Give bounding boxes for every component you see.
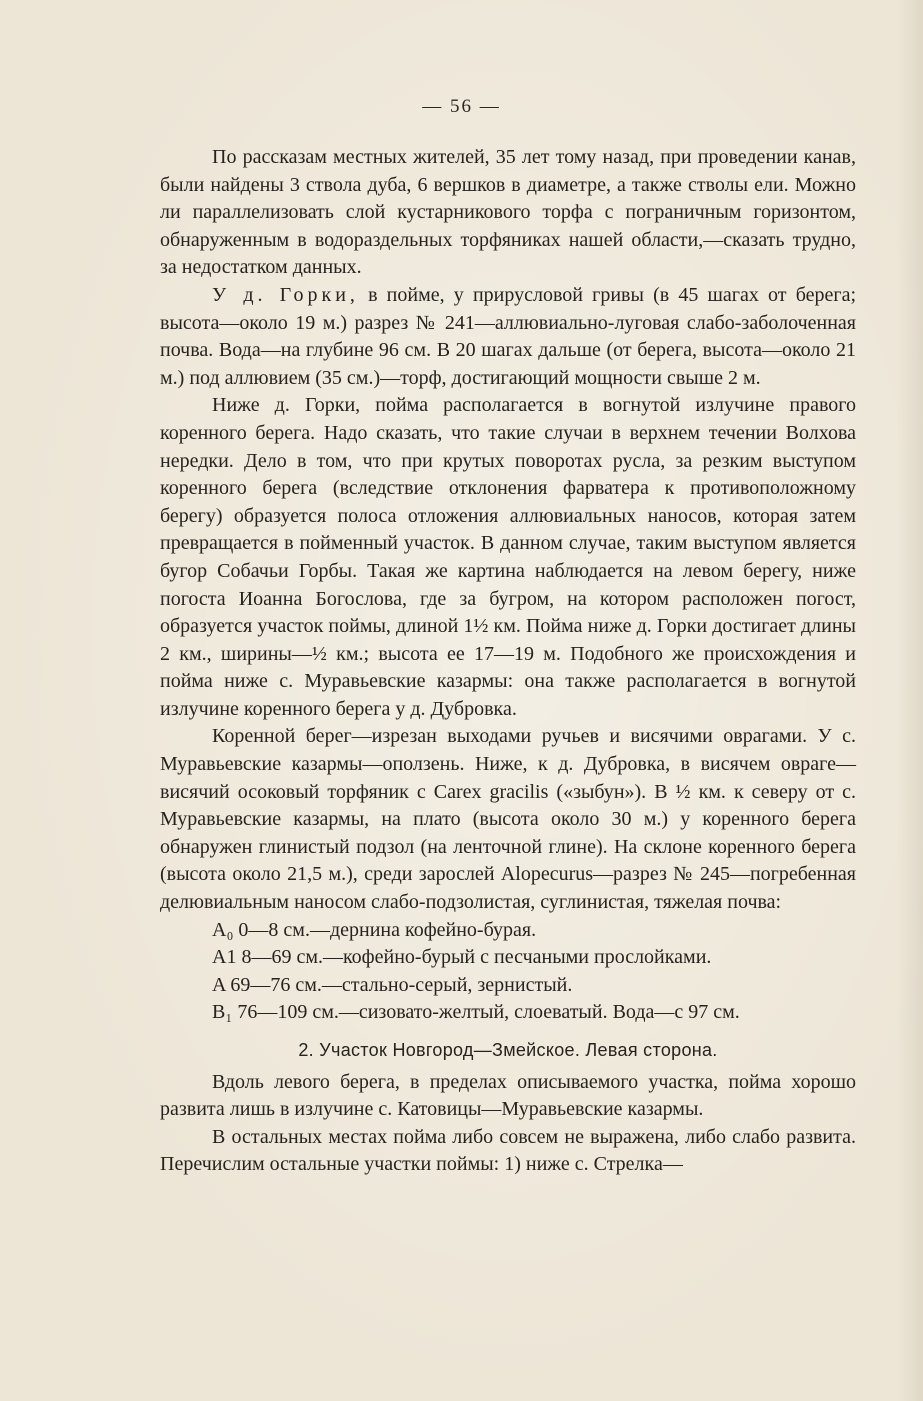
page-number: — 56 — <box>422 96 501 117</box>
horizon-b1: B₁ 76—109 см.—сизовато-желтый, слоеватый. Вода—с 97 см. <box>212 1001 740 1024</box>
horizon-a1: A1 8—69 см.—кофейно-бурый с песчаными прослойками. <box>212 946 712 969</box>
section-heading: 2. Участок Новгород—Змейское. Левая сторона. <box>298 1040 718 1060</box>
horizon-a: A 69—76 см.—стально-серый, зернистый. <box>212 973 573 996</box>
body-text <box>160 144 856 1179</box>
paragraph-6: В остальных местах пойма либо совсем не выражена, либо слабо развита. Перечислим остальные участки поймы: 1) ниже с. Стрелка— <box>160 1125 856 1176</box>
paragraph-2-lead: У д. Горки, <box>212 283 359 306</box>
paragraph-1: По рассказам местных жителей, 35 лет тому назад, при проведении канав, были найдены 3 ствола дуба, 6 вершков в диаметре, а также стволы ели. Можно ли параллелизовать слой кустарникового торфа с пограничным горизонтом, обнаруженным в водораздельных торфяниках нашей области,—сказать трудно, за недостатком данных. <box>160 146 856 279</box>
paragraph-2-rest: в пойме, у прирусловой гривы (в 45 шагах от берега; высота—около 19 м.) разрез № 241—аллювиально-луговая слабо-заболоченная почва. Вода—на глубине 96 см. В 20 шагах дальше (от берега, высота—около 21 м.) под аллювием (35 см.)—торф, достигающий мощности свыше 2 м. <box>160 283 857 389</box>
page-edge-shadow <box>897 0 923 1401</box>
horizon-a0: A₀ 0—8 см.—дернина кофейно-бурая. <box>212 918 537 941</box>
paragraph-4: Коренной берег—изрезан выходами ручьев и висячими оврагами. У с. Муравьевские казармы—оползень. Ниже, к д. Дубровка, в висячем овраге—висячий осоковый торфяник с Carex gracilis («зыбун»). В ½ км. к северу от с. Муравьевские казармы, на плато (высота около 30 м.) у коренного берега обнаружен глинистый подзол (на ленточной глине). На склоне коренного берега (высота около 21,5 м.), среди зарослей Alopecurus—разрез № 245—погребенная делювиальным наносом слабо-подзолистая, суглинистая, тяжелая почва: <box>160 725 856 914</box>
paragraph-3: Ниже д. Горки, пойма располагается в вогнутой излучине правого коренного берега. Надо сказать, что такие случаи в верхнем течении Волхова нередки. Дело в том, что при крутых поворотах русла, за резким выступом коренного берега (вследствие отклонения фарватера к противоположному берегу) образуется полоса отложения аллювиальных наносов, которая затем превращается в пойменный участок. В данном случае, таким выступом является бугор Собачьи Горбы. Такая же картина наблюдается на левом берегу, ниже погоста Иоанна Богослова, где за бугром, на котором расположен погост, образуется участок поймы, длиной 1½ км. Пойма ниже д. Горки достигает длины 2 км., ширины—½ км.; высота ее 17—19 м. Подобного же происхождения и пойма ниже с. Муравьевские казармы: она также располагается в вогнутой излучине коренного берега у д. Дубровка. <box>160 394 856 720</box>
paragraph-5: Вдоль левого берега, в пределах описываемого участка, пойма хорошо развита лишь в излучине с. Катовицы—Муравьевские казармы. <box>160 1070 856 1121</box>
paragraph-2 <box>160 282 856 392</box>
